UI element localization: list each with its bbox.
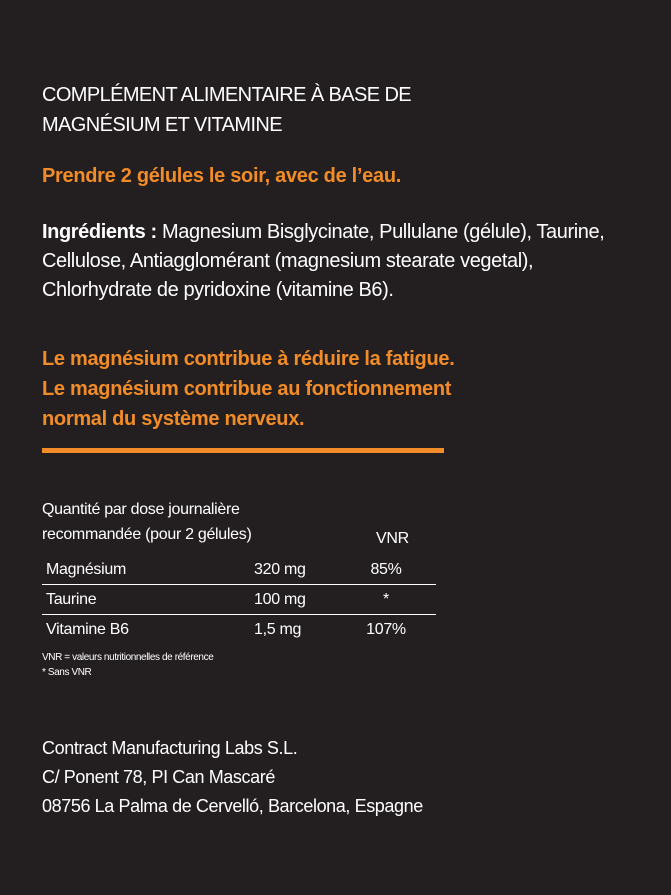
health-claim-line-1: Le magnésium contribue à réduire la fatigue.	[42, 348, 455, 370]
manufacturer-name: Contract Manufacturing Labs S.L.	[42, 738, 298, 758]
footnote-vnr: VNR = valeurs nutritionnelles de référence	[42, 652, 214, 663]
product-title-line-2: MAGNÉSIUM ET VITAMINE	[42, 114, 283, 136]
footnote-no-vnr: * Sans VNR	[42, 667, 92, 678]
manufacturer-city: 08756 La Palma de Cervelló, Barcelona, Espagne	[42, 796, 423, 816]
product-title-line-1: COMPLÉMENT ALIMENTAIRE À BASE DE	[42, 84, 412, 106]
ingredients-label: Ingrédients :	[42, 221, 157, 243]
nutrient-vnr: *	[383, 591, 389, 608]
nutrient-vnr: 107%	[366, 621, 406, 638]
product-title	[42, 80, 602, 140]
health-claim-line-2: Le magnésium contribue au fonctionnement	[42, 378, 452, 400]
ingredients-paragraph	[42, 218, 642, 305]
manufacturer-street: C/ Ponent 78, PI Can Mascaré	[42, 767, 275, 787]
nutrient-name: Taurine	[46, 591, 97, 608]
nutrient-vnr: 85%	[370, 561, 402, 578]
nutrient-amount: 320 mg	[254, 561, 306, 578]
table-row	[42, 584, 436, 614]
table-row	[42, 614, 436, 644]
nutrition-header-line-1: Quantité par dose journalière	[42, 501, 240, 518]
nutrition-header-line-2: recommandée (pour 2 gélules)	[42, 526, 252, 543]
nutrient-amount: 100 mg	[254, 591, 306, 608]
nutrition-footnotes	[42, 650, 213, 680]
table-row	[42, 555, 436, 584]
health-claims	[42, 344, 454, 434]
nutrient-name: Magnésium	[46, 561, 127, 578]
nutrient-name: Vitamine B6	[46, 621, 129, 638]
orange-divider	[42, 448, 444, 453]
health-claim-line-3: normal du système nerveux.	[42, 408, 305, 430]
dosage-instructions: Prendre 2 gélules le soir, avec de l’eau.	[42, 165, 401, 187]
manufacturer-address	[42, 734, 423, 821]
ingredients-list: Magnesium Bisglycinate, Pullulane (gélule), Taurine, Cellulose, Antiagglomérant (magnesium stearate vegetal), Chlorhydrate de pyridoxine (vitamine B6).	[42, 221, 605, 301]
nutrient-amount: 1,5 mg	[254, 621, 302, 638]
nutrition-table-header	[42, 497, 252, 547]
vnr-column-header: VNR	[376, 530, 409, 547]
nutrition-table	[42, 555, 436, 644]
